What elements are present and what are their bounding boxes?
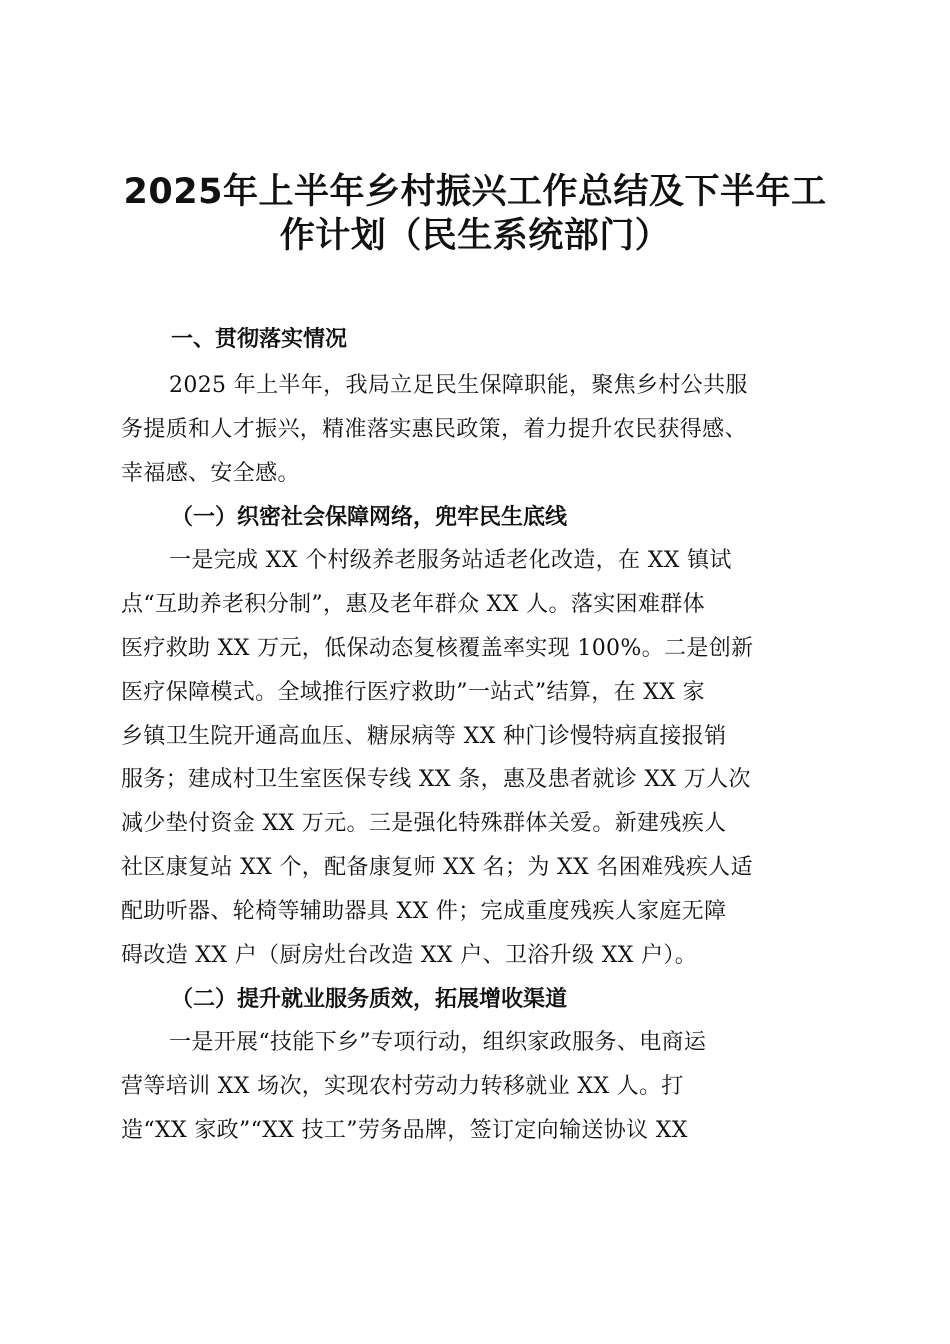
- social-security-paragraph: [121, 539, 827, 977]
- paragraph-line: 幸福感、安全感。: [121, 460, 300, 486]
- paragraph-line: 碍改造 XX 户（厨房灶台改造 XX 户、卫浴升级 XX 户）。: [121, 942, 698, 968]
- paragraph-line: 点“互助养老积分制”，惠及老年群众 XX 人。落实困难群体: [121, 592, 705, 618]
- paragraph-line: 一是开展“技能下乡”专项行动，组织家政服务、电商运: [169, 1030, 707, 1056]
- paragraph-line: 配助听器、轮椅等辅助器具 XX 件；完成重度残疾人家庭无障: [121, 898, 727, 924]
- paragraph-line: 造“XX 家政”“XX 技工”劳务品牌，签订定向输送协议 XX: [121, 1117, 688, 1143]
- subsection-heading-social-security: （一）织密社会保障网络，兜牢民生底线: [171, 504, 568, 531]
- paragraph-line: 医疗保障模式。全域推行医疗救助”一站式”结算，在 XX 家: [121, 679, 705, 705]
- paragraph-line: 营等培训 XX 场次，实现农村劳动力转移就业 XX 人。打: [121, 1074, 684, 1100]
- title-line-2: 作计划（民生系统部门）: [279, 216, 671, 256]
- employment-paragraph: [121, 1021, 827, 1152]
- subsection-heading-employment: （二）提升就业服务质效，拓展增收渠道: [171, 986, 568, 1013]
- paragraph-line: 2025 年上半年，我局立足民生保障职能，聚焦乡村公共服: [169, 373, 748, 398]
- title-line-1: 2025年上半年乡村振兴工作总结及下半年工: [123, 172, 827, 212]
- paragraph-line: 服务；建成村卫生室医保专线 XX 条，惠及患者就诊 XX 万人次: [121, 767, 751, 793]
- paragraph-line: 减少垫付资金 XX 万元。三是强化特殊群体关爱。新建残疾人: [121, 811, 727, 837]
- section-heading-implementation: 一、贯彻落实情况: [171, 327, 348, 352]
- paragraph-line: 社区康复站 XX 个，配备康复师 XX 名；为 XX 名困难残疾人适: [121, 854, 753, 880]
- paragraph-line: 医疗救助 XX 万元，低保动态复核覆盖率实现 100%。二是创新: [121, 635, 754, 661]
- intro-paragraph: [121, 364, 827, 495]
- document-title: [100, 170, 850, 258]
- document-body: [121, 320, 827, 1153]
- paragraph-line: 一是完成 XX 个村级养老服务站适老化改造，在 XX 镇试: [169, 548, 732, 574]
- paragraph-line: 务提质和人才振兴，精准落实惠民政策，着力提升农民获得感、: [121, 416, 747, 442]
- paragraph-line: 乡镇卫生院开通高血压、糖尿病等 XX 种门诊慢特病直接报销: [121, 723, 727, 749]
